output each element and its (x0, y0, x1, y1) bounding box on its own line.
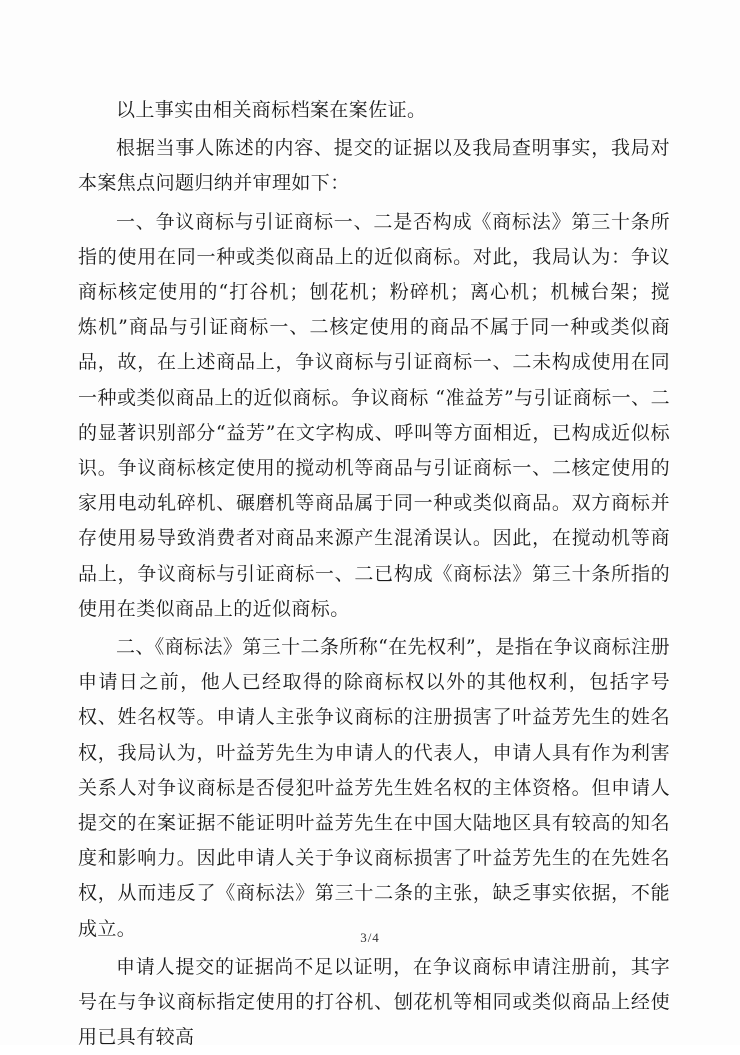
paragraph-evidence-note: 以上事实由相关商标档案在案佐证。 (116, 99, 427, 121)
paragraph-review-intro: 根据当事人陈述的内容、提交的证据以及我局查明事实，我局对本案焦点问题归纳并审理如下： (78, 137, 670, 195)
paragraph-issue-two: 二、《商标法》第三十二条所称“在先权利”，是指在争议商标注册申请日之前，他人已经取得的除商标权以外的其他权利，包括字号权、姓名权等。申请人主张争议商标的注册损害了叶益芳先生的姓名权，我局认为，叶益芳先生为申请人的代表人，申请人具有作为利害关系人对争议商标是否侵犯叶益芳先生姓名权的主体资格。但申请人提交的在案证据不能证明叶益芳先生在中国大陆地区具有较高的知名度和影响力。因此申请人关于争议商标损害了叶益芳先生的在先姓名权，从而违反了《商标法》第三十二条的主张，缺乏事实依据，不能成立。 (78, 636, 670, 940)
document-body (78, 93, 670, 1055)
paragraph-issue-one: 一、争议商标与引证商标一、二是否构成《商标法》第三十条所指的使用在同一种或类似商品上的近似商标。对此，我局认为：争议商标核定使用的“打谷机；刨花机；粉碎机；离心机；机械台架；搅炼机”商品与引证商标一、二核定使用的商品不属于同一种或类似商品，故，在上述商品上，争议商标与引证商标一、二未构成使用在同一种或类似商品上的近似商标。争议商标 “准益芳”与引证商标一、二的显著识别部分“益芳”在文字构成、呼叫等方面相近，已构成近似标识。争议商标核定使用的搅动机等商品与引证商标一、二核定使用的家用电动轧碎机、碾磨机等商品属于同一种或类似商品。双方商标并存使用易导致消费者对商品来源产生混淆误认。因此，在搅动机等商品上，争议商标与引证商标一、二已构成《商标法》第三十条所指的使用在类似商品上的近似商标。 (78, 210, 670, 620)
page-number: 3/4 (360, 930, 380, 945)
paragraph-trade-name: 申请人提交的证据尚不足以证明，在争议商标申请注册前，其字号在与争议商标指定使用的打谷机、刨花机等相同或类似商品上经使用已具有较高 (78, 955, 670, 1049)
